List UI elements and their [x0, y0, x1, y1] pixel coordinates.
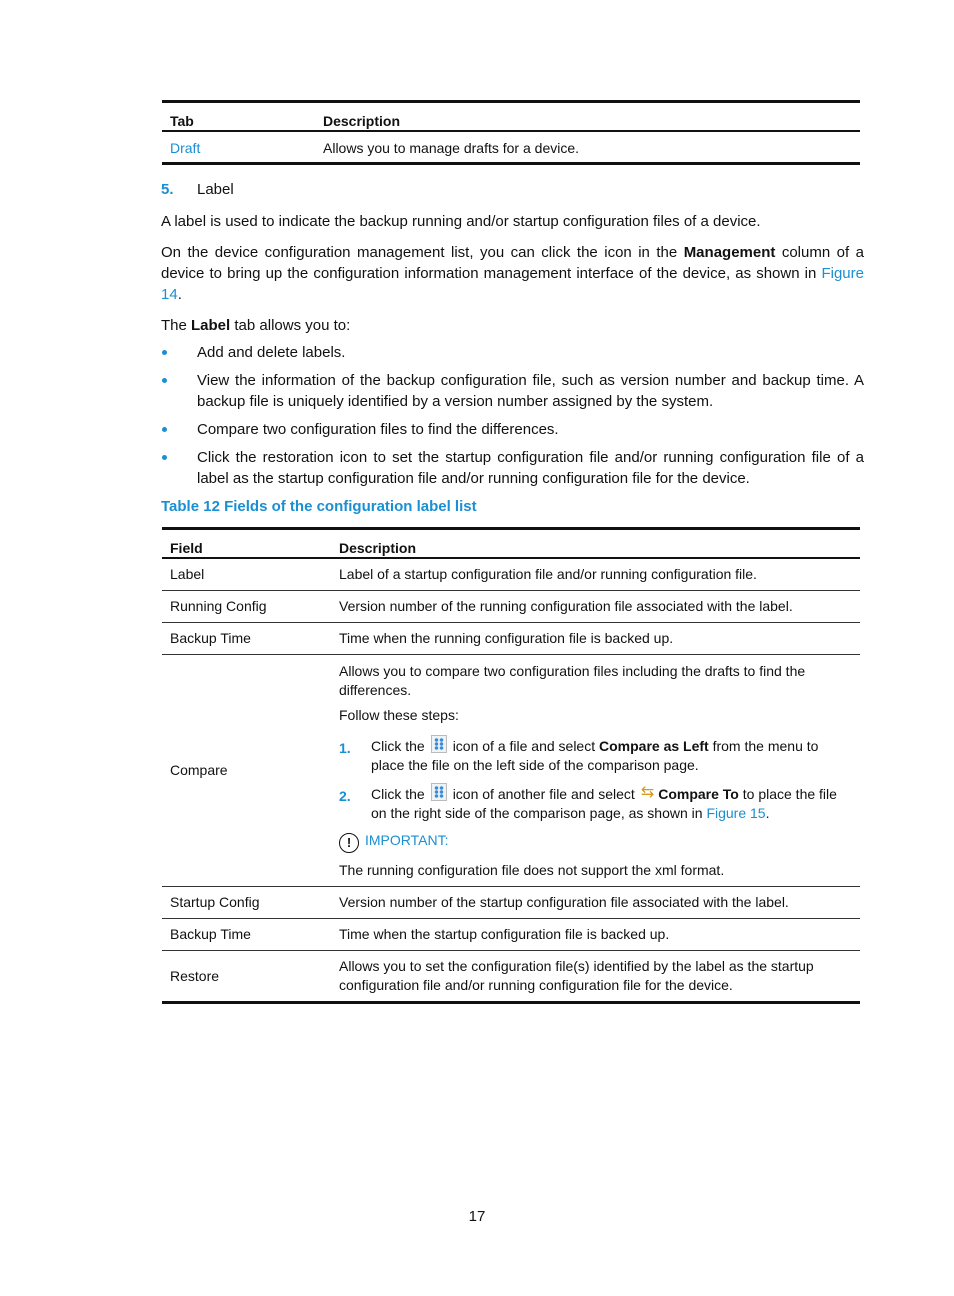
text: tab allows you to:: [230, 317, 351, 334]
list-item: [161, 447, 864, 489]
menu-grid-icon[interactable]: [431, 735, 447, 753]
table-caption: Table 12 Fields of the configuration label list: [161, 498, 477, 515]
text: to place the file on the right side of the comparison page, as shown in: [371, 786, 837, 821]
table-row: [162, 919, 860, 951]
list-item-text: View the information of the backup configuration file, such as version number and backup time. A backup file is uniquely identified by a version number assigned by the system.: [197, 372, 864, 410]
bullet-list: [161, 342, 864, 496]
table-cell: Time when the startup configuration file is backed up.: [331, 919, 860, 951]
page-number: 17: [468, 1208, 486, 1225]
table-cell: Backup Time: [162, 623, 331, 655]
table-header-row: [162, 529, 860, 559]
paragraph: A label is used to indicate the backup running and/or startup configuration files of a device.: [161, 213, 761, 230]
exclamation-icon: !: [339, 833, 359, 853]
list-item-text: Compare two configuration files to find the differences.: [197, 421, 559, 438]
text: .: [177, 286, 182, 303]
table-cell: Label of a startup configuration file and/or running configuration file.: [331, 558, 860, 591]
column-header: Field: [162, 529, 331, 559]
table-cell: Allows you to manage drafts for a device.: [315, 131, 860, 164]
step-item: [339, 783, 852, 823]
bullet-icon: [162, 378, 167, 383]
bullet-icon: [162, 455, 167, 460]
list-item: [161, 370, 864, 412]
bold-text: Compare as Left: [599, 738, 709, 754]
table-cell: Compare: [162, 655, 331, 887]
table-row: [162, 591, 860, 623]
tab-table: [162, 100, 860, 165]
important-label: IMPORTANT:: [365, 832, 449, 848]
text: On the device configuration management list, you can click the icon in the: [161, 244, 684, 261]
text: icon of another file and select: [452, 786, 635, 802]
column-header: Tab: [162, 102, 315, 132]
section-title: Label: [197, 181, 234, 198]
text: from the menu to place the file on the left side of the comparison page.: [371, 738, 819, 773]
step-number: 2.: [339, 788, 351, 804]
list-item: [161, 342, 864, 363]
table-cell: Restore: [162, 951, 331, 1003]
text: column of a device to bring up the configuration information management interface of the device, as shown in: [161, 244, 864, 282]
table-row: [162, 131, 860, 164]
column-header: Description: [315, 102, 860, 132]
text: Click the: [371, 786, 425, 802]
text: icon of a file and select: [452, 738, 599, 754]
compare-intro: Allows you to compare two configuration files including the drafts to find the differences.: [339, 663, 806, 698]
step-number: 1.: [339, 740, 351, 756]
table-row: [162, 655, 860, 887]
paragraph: [161, 242, 864, 305]
table-cell: Startup Config: [162, 887, 331, 919]
table-row: [162, 558, 860, 591]
section-number: 5.: [161, 181, 174, 198]
table-row: [162, 623, 860, 655]
table-header-row: [162, 102, 860, 132]
compare-swap-icon: ⇆: [640, 784, 655, 801]
table-cell: Label: [162, 558, 331, 591]
table-cell: Version number of the startup configuration file associated with the label.: [331, 887, 860, 919]
text: .: [765, 805, 770, 821]
list-item-text: Click the restoration icon to set the startup configuration file and/or running configuration file of a label as the startup configuration file and/or running configuration file for the device.: [197, 449, 864, 487]
figure-15-link[interactable]: Figure 15: [706, 805, 766, 821]
table-row: [162, 951, 860, 1003]
menu-grid-icon[interactable]: [431, 783, 447, 801]
steps-list: [339, 735, 852, 823]
important-notice: [339, 831, 852, 853]
list-item: [161, 419, 864, 440]
table-cell: Running Config: [162, 591, 331, 623]
important-note: The running configuration file does not support the xml format.: [339, 862, 725, 878]
bullet-icon: [162, 350, 167, 355]
bold-text: Compare To: [658, 786, 739, 802]
figure-14-link[interactable]: Figure 14: [161, 265, 864, 303]
table-cell: Allows you to set the configuration file(s) identified by the label as the startup configuration file and/or running configuration file for the device.: [331, 951, 860, 1003]
section-heading: [161, 181, 234, 198]
column-header: Description: [331, 529, 860, 559]
table-cell: Backup Time: [162, 919, 331, 951]
text: The: [161, 317, 192, 334]
step-item: [339, 735, 852, 775]
bullet-icon: [162, 427, 167, 432]
fields-table: [162, 527, 860, 1004]
bold-text: Management: [683, 244, 776, 261]
paragraph: [161, 315, 864, 336]
table-row: [162, 887, 860, 919]
draft-link[interactable]: Draft: [170, 140, 201, 156]
compare-description-cell: [331, 655, 860, 887]
list-item-text: Add and delete labels.: [197, 344, 346, 361]
bold-text: Label: [191, 317, 231, 334]
compare-follow: Follow these steps:: [339, 707, 459, 723]
text: Click the: [371, 738, 425, 754]
table-cell: Time when the running configuration file is backed up.: [331, 623, 860, 655]
table-cell: Version number of the running configuration file associated with the label.: [331, 591, 860, 623]
